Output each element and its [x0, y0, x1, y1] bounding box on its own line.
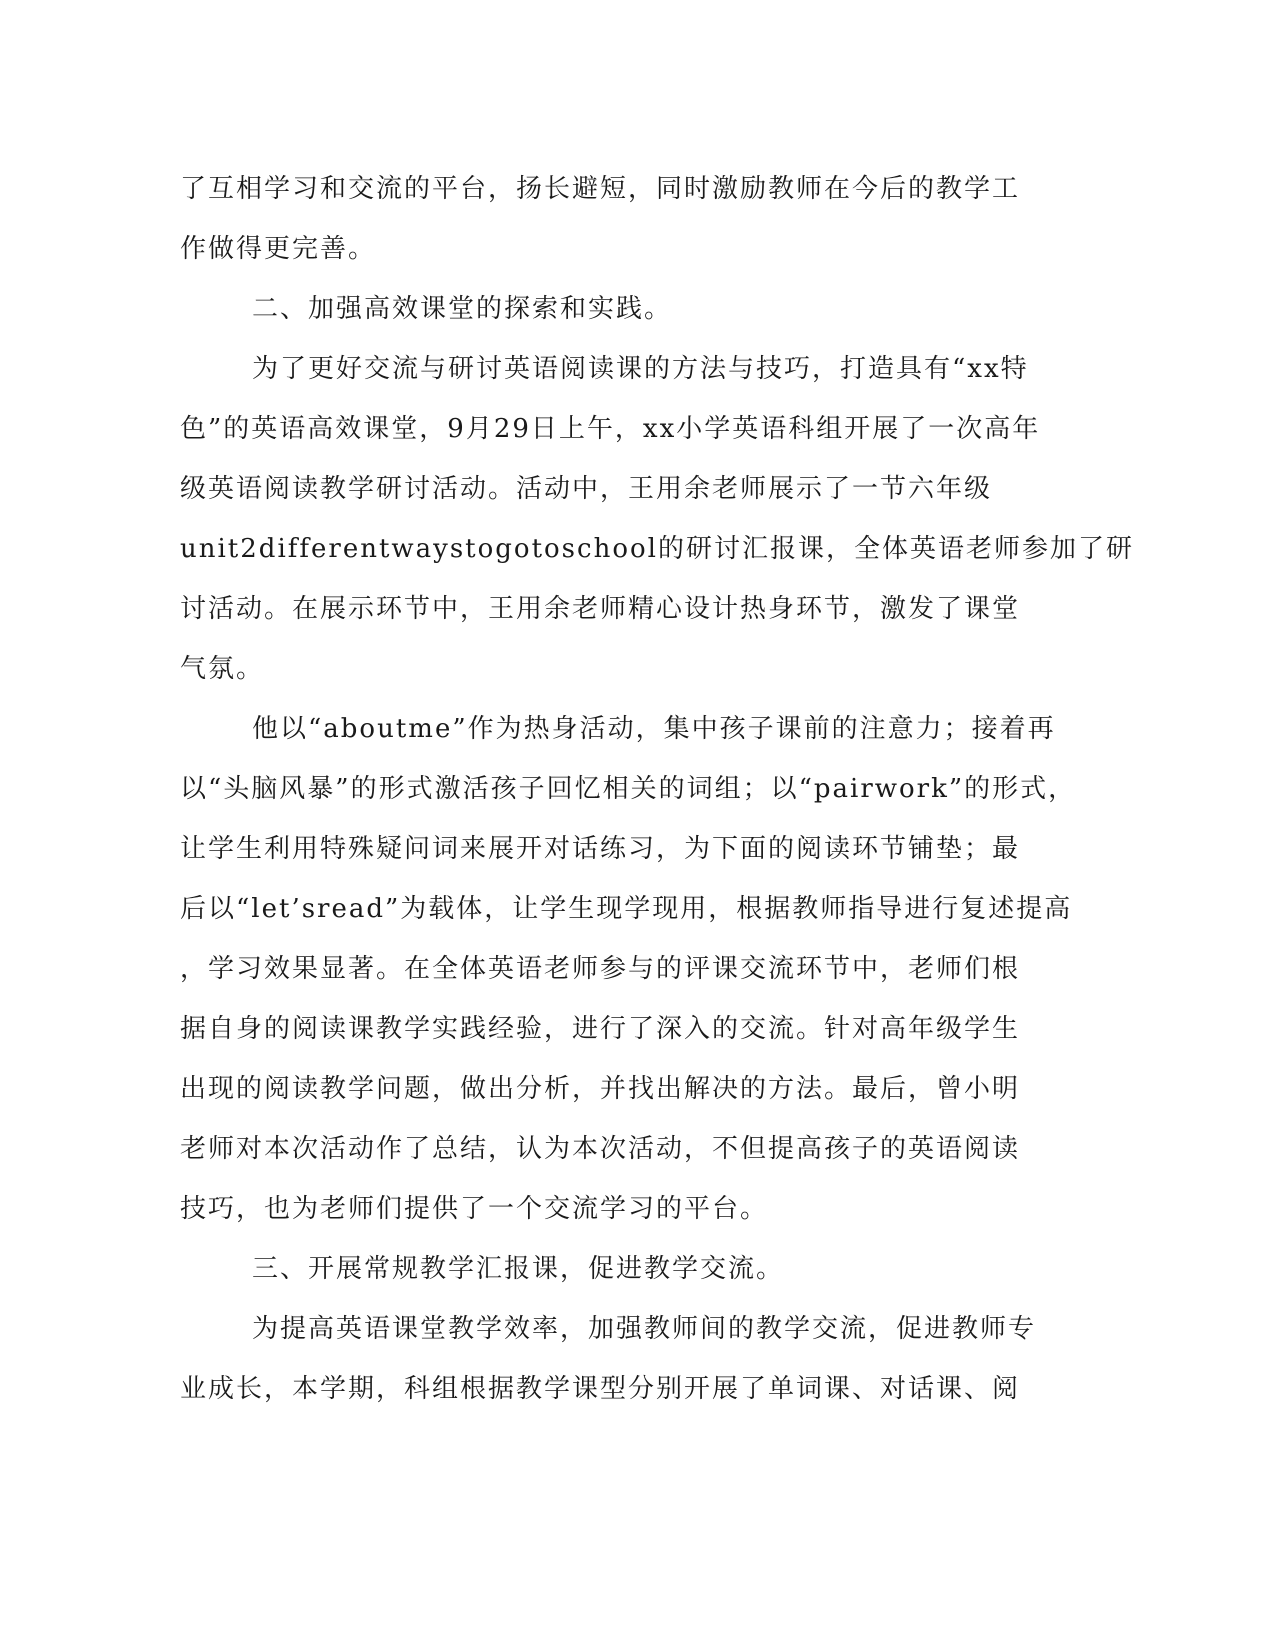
text-line: 让学生利用特殊疑问词来展开对话练习，为下面的阅读环节铺垫；最	[180, 834, 1021, 864]
text-line: 技巧，也为老师们提供了一个交流学习的平台。	[180, 1194, 769, 1224]
section-heading-2: 二、加强高效课堂的探索和实践。	[252, 294, 673, 324]
text-line: 气氛。	[180, 654, 265, 684]
text-line: unit2differentwaystogotoschool的研讨汇报课，全体英语老师参加了研	[180, 534, 1134, 564]
text-line: 为提高英语课堂教学效率，加强教师间的教学交流，促进教师专	[252, 1314, 1037, 1344]
text-line: 作做得更完善。	[180, 234, 377, 264]
text-line: 老师对本次活动作了总结，认为本次活动，不但提高孩子的英语阅读	[180, 1134, 1021, 1164]
text-line: 出现的阅读教学问题，做出分析，并找出解决的方法。最后，曾小明	[180, 1074, 1021, 1104]
text-line: 讨活动。在展示环节中，王用余老师精心设计热身环节，激发了课堂	[180, 594, 1021, 624]
text-line: 色”的英语高效课堂，9月29日上午，xx小学英语科组开展了一次高年	[180, 414, 1041, 444]
text-line: 据自身的阅读课教学实践经验，进行了深入的交流。针对高年级学生	[180, 1014, 1021, 1044]
text-line: 业成长，本学期，科组根据教学课型分别开展了单词课、对话课、阅	[180, 1374, 1021, 1404]
text-line: 以“头脑风暴”的形式激活孩子回忆相关的词组；以“pairwork”的形式，	[180, 774, 1077, 804]
text-line: 为了更好交流与研讨英语阅读课的方法与技巧，打造具有“xx特	[252, 354, 1029, 384]
text-line: ，学习效果显著。在全体英语老师参与的评课交流环节中，老师们根	[180, 954, 1021, 984]
text-line: 了互相学习和交流的平台，扬长避短，同时激励教师在今后的教学工	[180, 174, 1021, 204]
document-body	[180, 159, 1134, 1419]
text-line: 他以“aboutme”作为热身活动，集中孩子课前的注意力；接着再	[252, 714, 1056, 744]
text-line: 后以“let’sread”为载体，让学生现学现用，根据教师指导进行复述提高	[180, 894, 1073, 924]
text-line: 级英语阅读教学研讨活动。活动中，王用余老师展示了一节六年级	[180, 474, 993, 504]
section-heading-3: 三、开展常规教学汇报课，促进教学交流。	[252, 1254, 785, 1284]
